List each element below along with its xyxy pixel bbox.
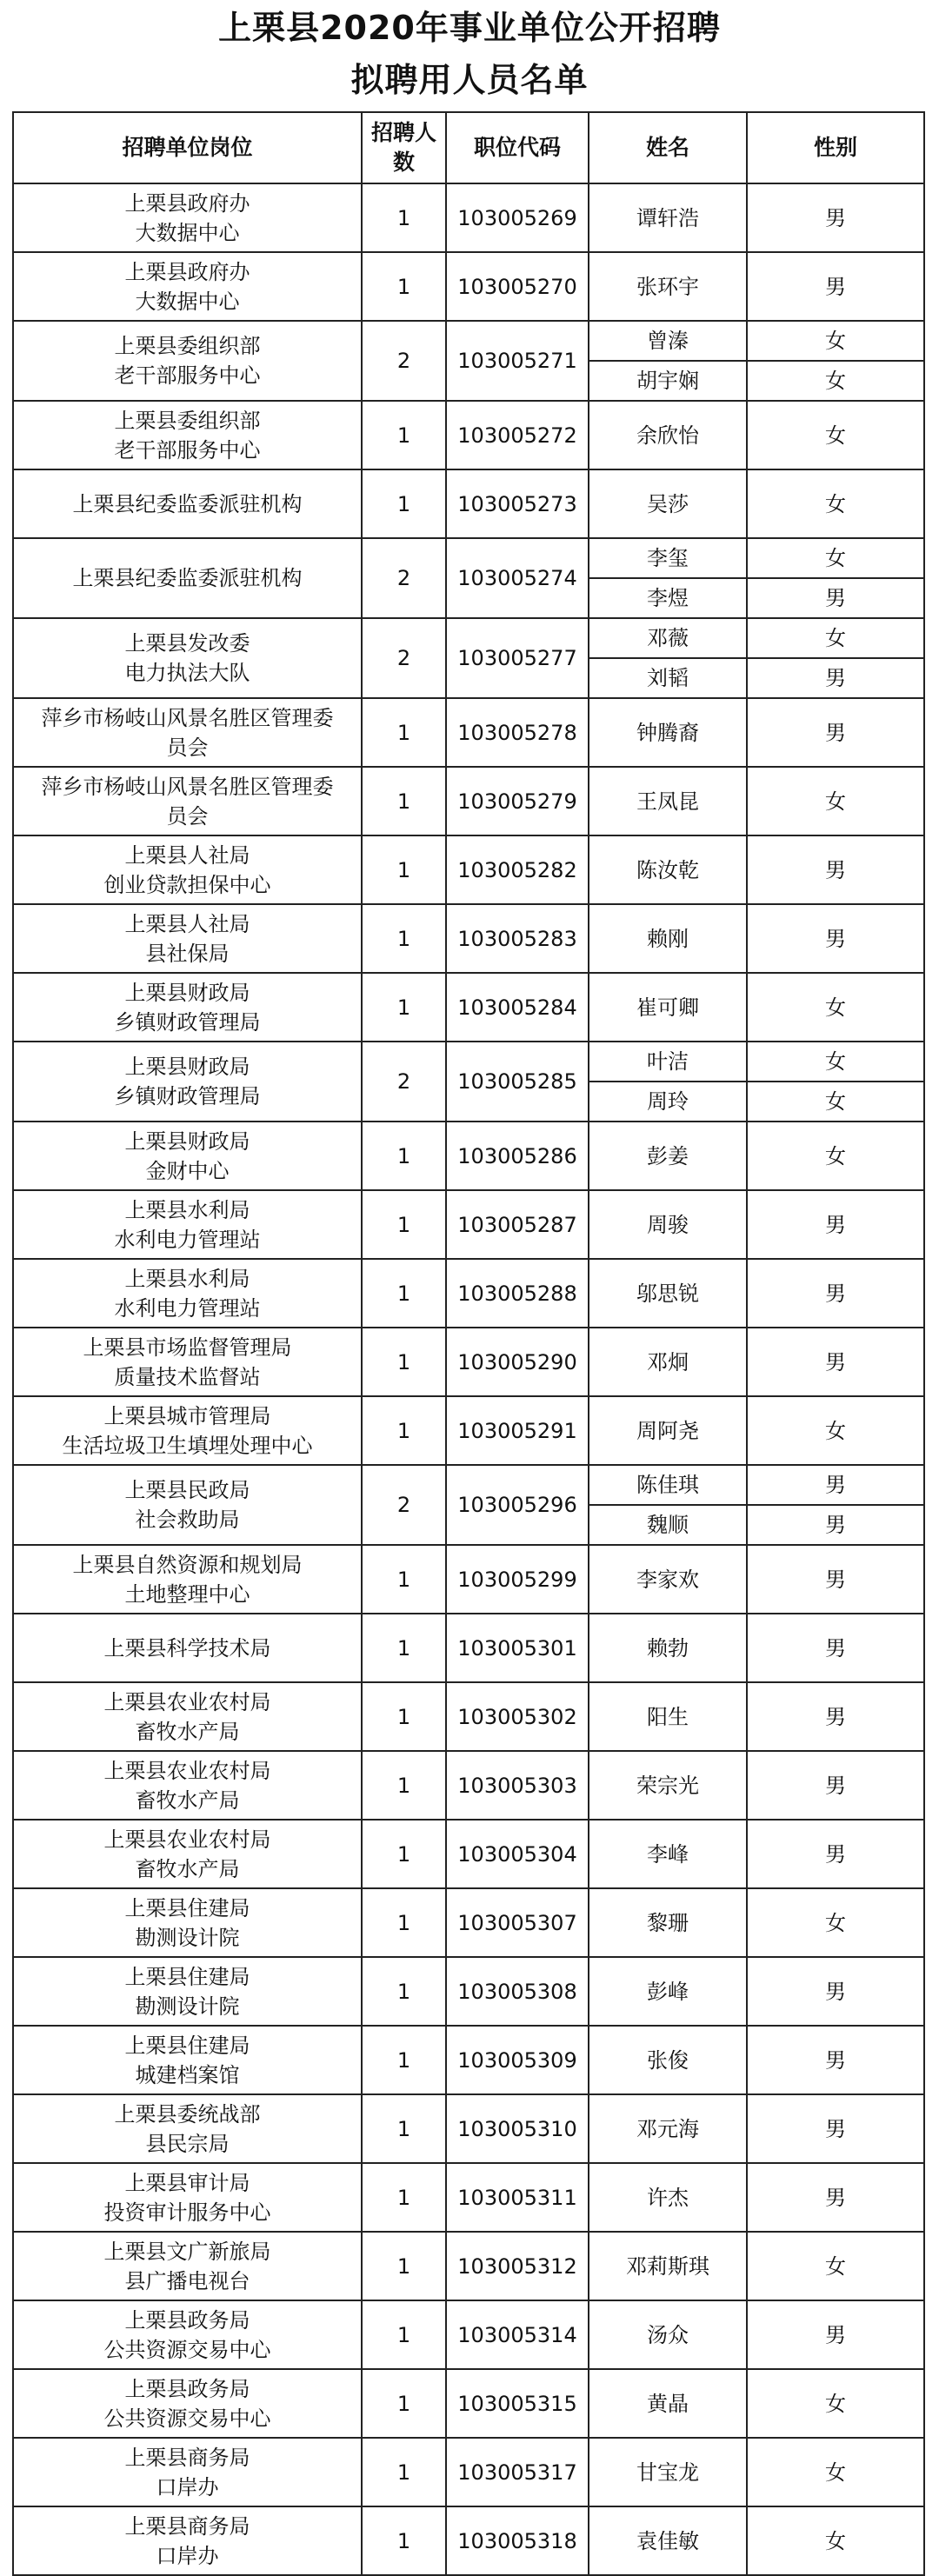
table-row (13, 2369, 924, 2438)
cell-unit: 上栗县纪委监委派驻机构 (13, 469, 362, 538)
cell-name: 邓元海 (589, 2094, 747, 2163)
cell-name: 赖勃 (589, 1614, 747, 1682)
cell-gender: 男 (747, 698, 924, 767)
cell-name: 李家欢 (589, 1545, 747, 1614)
cell-unit: 上栗县财政局 乡镇财政管理局 (13, 973, 362, 1042)
table-row (13, 1545, 924, 1614)
cell-unit: 上栗县纪委监委派驻机构 (13, 538, 362, 618)
cell-gender: 男 (747, 2026, 924, 2094)
cell-count: 1 (362, 1751, 446, 1820)
cell-name: 黄晶 (589, 2369, 747, 2438)
cell-name: 邓炯 (589, 1328, 747, 1396)
cell-unit: 上栗县住建局 城建档案馆 (13, 2026, 362, 2094)
cell-count: 1 (362, 2300, 446, 2369)
cell-code: 103005282 (446, 835, 589, 904)
table-row (13, 2026, 924, 2094)
table-row (13, 2094, 924, 2163)
cell-code: 103005301 (446, 1614, 589, 1682)
cell-code: 103005285 (446, 1042, 589, 1122)
header-code: 职位代码 (446, 112, 589, 183)
cell-code: 103005279 (446, 767, 589, 835)
cell-gender: 女 (747, 1396, 924, 1465)
cell-unit: 上栗县农业农村局 畜牧水产局 (13, 1820, 362, 1888)
cell-count: 1 (362, 2232, 446, 2300)
cell-unit: 上栗县农业农村局 畜牧水产局 (13, 1682, 362, 1751)
cell-count: 2 (362, 1042, 446, 1122)
cell-name: 李煜 (589, 578, 747, 618)
table-row (13, 1122, 924, 1190)
cell-name: 周玲 (589, 1082, 747, 1122)
cell-gender: 男 (747, 2094, 924, 2163)
cell-unit: 上栗县政务局 公共资源交易中心 (13, 2369, 362, 2438)
cell-count: 1 (362, 2094, 446, 2163)
cell-count: 2 (362, 538, 446, 618)
table-row (13, 835, 924, 904)
cell-code: 103005317 (446, 2438, 589, 2506)
cell-code: 103005270 (446, 252, 589, 321)
cell-code: 103005287 (446, 1190, 589, 1259)
cell-code: 103005314 (446, 2300, 589, 2369)
cell-count: 1 (362, 1122, 446, 1190)
cell-code: 103005299 (446, 1545, 589, 1614)
cell-gender: 男 (747, 1957, 924, 2026)
cell-name: 叶洁 (589, 1042, 747, 1082)
title-line-1: 上栗县2020年事业单位公开招聘 (218, 9, 721, 47)
cell-name: 吴莎 (589, 469, 747, 538)
cell-name: 黎珊 (589, 1888, 747, 1957)
cell-gender: 女 (747, 2369, 924, 2438)
cell-count: 2 (362, 1465, 446, 1545)
cell-name: 彭姜 (589, 1122, 747, 1190)
cell-unit: 上栗县财政局 金财中心 (13, 1122, 362, 1190)
cell-count: 1 (362, 252, 446, 321)
cell-code: 103005272 (446, 401, 589, 469)
cell-count: 1 (362, 1957, 446, 2026)
cell-name: 王凤昆 (589, 767, 747, 835)
table-row (13, 1042, 924, 1082)
cell-count: 1 (362, 2506, 446, 2575)
cell-gender: 女 (747, 538, 924, 578)
cell-unit: 上栗县住建局 勘测设计院 (13, 1888, 362, 1957)
cell-gender: 男 (747, 1682, 924, 1751)
table-row (13, 1957, 924, 2026)
cell-code: 103005318 (446, 2506, 589, 2575)
cell-code: 103005312 (446, 2232, 589, 2300)
table-row (13, 538, 924, 578)
cell-count: 1 (362, 698, 446, 767)
cell-unit: 上栗县自然资源和规划局 土地整理中心 (13, 1545, 362, 1614)
cell-name: 彭峰 (589, 1957, 747, 2026)
cell-code: 103005307 (446, 1888, 589, 1957)
cell-gender: 男 (747, 1751, 924, 1820)
cell-gender: 男 (747, 1820, 924, 1888)
table-row (13, 698, 924, 767)
cell-name: 周阿尧 (589, 1396, 747, 1465)
cell-unit: 上栗县委组织部 老干部服务中心 (13, 401, 362, 469)
cell-unit: 上栗县发改委 电力执法大队 (13, 618, 362, 698)
cell-gender: 女 (747, 361, 924, 401)
cell-code: 103005273 (446, 469, 589, 538)
cell-name: 陈汝乾 (589, 835, 747, 904)
cell-count: 1 (362, 767, 446, 835)
cell-count: 1 (362, 973, 446, 1042)
table-body (13, 183, 924, 2575)
cell-name: 邬思锐 (589, 1259, 747, 1328)
cell-gender: 男 (747, 2300, 924, 2369)
cell-unit: 上栗县审计局 投资审计服务中心 (13, 2163, 362, 2232)
table-row (13, 618, 924, 658)
cell-unit: 萍乡市杨岐山风景名胜区管理委 员会 (13, 767, 362, 835)
table-row (13, 183, 924, 252)
document-title (0, 0, 939, 108)
cell-unit: 上栗县人社局 创业贷款担保中心 (13, 835, 362, 904)
cell-unit: 上栗县市场监督管理局 质量技术监督站 (13, 1328, 362, 1396)
table-row (13, 401, 924, 469)
cell-count: 1 (362, 2163, 446, 2232)
cell-gender: 女 (747, 469, 924, 538)
cell-code: 103005304 (446, 1820, 589, 1888)
cell-unit: 上栗县人社局 县社保局 (13, 904, 362, 973)
cell-gender: 男 (747, 904, 924, 973)
cell-code: 103005290 (446, 1328, 589, 1396)
cell-gender: 女 (747, 1888, 924, 1957)
cell-count: 2 (362, 321, 446, 401)
cell-name: 陈佳琪 (589, 1465, 747, 1505)
cell-name: 曾溱 (589, 321, 747, 361)
cell-code: 103005291 (446, 1396, 589, 1465)
cell-unit: 上栗县政务局 公共资源交易中心 (13, 2300, 362, 2369)
cell-name: 崔可卿 (589, 973, 747, 1042)
cell-gender: 男 (747, 835, 924, 904)
cell-gender: 男 (747, 252, 924, 321)
table-row (13, 469, 924, 538)
cell-name: 甘宝龙 (589, 2438, 747, 2506)
cell-unit: 上栗县水利局 水利电力管理站 (13, 1259, 362, 1328)
cell-gender: 女 (747, 2438, 924, 2506)
table-row (13, 1888, 924, 1957)
cell-gender: 女 (747, 321, 924, 361)
cell-code: 103005278 (446, 698, 589, 767)
cell-code: 103005303 (446, 1751, 589, 1820)
cell-name: 谭轩浩 (589, 183, 747, 252)
cell-code: 103005288 (446, 1259, 589, 1328)
cell-unit: 上栗县农业农村局 畜牧水产局 (13, 1751, 362, 1820)
title-line-2: 拟聘用人员名单 (350, 61, 589, 99)
cell-gender: 女 (747, 401, 924, 469)
cell-unit: 上栗县委统战部 县民宗局 (13, 2094, 362, 2163)
cell-gender: 女 (747, 1042, 924, 1082)
table-row (13, 1820, 924, 1888)
cell-name: 刘韬 (589, 658, 747, 698)
cell-count: 1 (362, 904, 446, 973)
cell-name: 邓薇 (589, 618, 747, 658)
cell-count: 1 (362, 1396, 446, 1465)
table-row (13, 1396, 924, 1465)
cell-unit: 上栗县住建局 勘测设计院 (13, 1957, 362, 2026)
cell-count: 1 (362, 2369, 446, 2438)
table-row (13, 1751, 924, 1820)
cell-code: 103005296 (446, 1465, 589, 1545)
cell-gender: 女 (747, 973, 924, 1042)
table-row (13, 904, 924, 973)
table-row (13, 1682, 924, 1751)
cell-gender: 男 (747, 658, 924, 698)
cell-name: 张环宇 (589, 252, 747, 321)
cell-unit: 上栗县政府办 大数据中心 (13, 252, 362, 321)
cell-gender: 女 (747, 2232, 924, 2300)
cell-gender: 女 (747, 767, 924, 835)
cell-name: 汤众 (589, 2300, 747, 2369)
cell-count: 1 (362, 1545, 446, 1614)
table-row (13, 321, 924, 361)
cell-unit: 上栗县城市管理局 生活垃圾卫生填埋处理中心 (13, 1396, 362, 1465)
cell-unit: 上栗县民政局 社会救助局 (13, 1465, 362, 1545)
cell-code: 103005310 (446, 2094, 589, 2163)
cell-unit: 上栗县财政局 乡镇财政管理局 (13, 1042, 362, 1122)
cell-code: 103005283 (446, 904, 589, 973)
cell-gender: 男 (747, 1465, 924, 1505)
cell-count: 1 (362, 1328, 446, 1396)
cell-code: 103005274 (446, 538, 589, 618)
cell-count: 1 (362, 1682, 446, 1751)
cell-count: 1 (362, 1820, 446, 1888)
table-row (13, 252, 924, 321)
cell-code: 103005284 (446, 973, 589, 1042)
cell-gender: 男 (747, 1190, 924, 1259)
cell-code: 103005308 (446, 1957, 589, 2026)
cell-unit: 萍乡市杨岐山风景名胜区管理委 员会 (13, 698, 362, 767)
cell-gender: 男 (747, 2163, 924, 2232)
cell-gender: 女 (747, 618, 924, 658)
cell-count: 1 (362, 1190, 446, 1259)
cell-gender: 女 (747, 2506, 924, 2575)
table-row (13, 2163, 924, 2232)
cell-code: 103005315 (446, 2369, 589, 2438)
cell-unit: 上栗县委组织部 老干部服务中心 (13, 321, 362, 401)
cell-count: 1 (362, 1259, 446, 1328)
table-row (13, 1259, 924, 1328)
cell-gender: 男 (747, 1259, 924, 1328)
cell-count: 1 (362, 183, 446, 252)
cell-code: 103005311 (446, 2163, 589, 2232)
table-header-row (13, 112, 924, 183)
cell-gender: 男 (747, 1614, 924, 1682)
cell-unit: 上栗县科学技术局 (13, 1614, 362, 1682)
cell-name: 李玺 (589, 538, 747, 578)
recruitment-table (12, 111, 925, 2576)
header-name: 姓名 (589, 112, 747, 183)
table-row (13, 2300, 924, 2369)
cell-name: 余欣怡 (589, 401, 747, 469)
cell-gender: 女 (747, 1122, 924, 1190)
cell-code: 103005271 (446, 321, 589, 401)
cell-name: 周骏 (589, 1190, 747, 1259)
cell-name: 许杰 (589, 2163, 747, 2232)
cell-unit: 上栗县文广新旅局 县广播电视台 (13, 2232, 362, 2300)
cell-count: 1 (362, 469, 446, 538)
table-row (13, 1465, 924, 1505)
cell-name: 荣宗光 (589, 1751, 747, 1820)
cell-name: 魏顺 (589, 1505, 747, 1545)
cell-count: 1 (362, 2026, 446, 2094)
cell-code: 103005277 (446, 618, 589, 698)
cell-gender: 男 (747, 183, 924, 252)
cell-gender: 男 (747, 1505, 924, 1545)
cell-count: 1 (362, 401, 446, 469)
table-row (13, 2506, 924, 2575)
table-row (13, 1190, 924, 1259)
table-row (13, 767, 924, 835)
cell-name: 胡宇娴 (589, 361, 747, 401)
cell-unit: 上栗县商务局 口岸办 (13, 2438, 362, 2506)
cell-name: 赖刚 (589, 904, 747, 973)
cell-gender: 男 (747, 1328, 924, 1396)
cell-name: 张俊 (589, 2026, 747, 2094)
cell-code: 103005302 (446, 1682, 589, 1751)
header-unit: 招聘单位岗位 (13, 112, 362, 183)
cell-count: 2 (362, 618, 446, 698)
cell-gender: 男 (747, 1545, 924, 1614)
cell-name: 阳生 (589, 1682, 747, 1751)
cell-name: 袁佳敏 (589, 2506, 747, 2575)
table-row (13, 1614, 924, 1682)
cell-gender: 男 (747, 578, 924, 618)
cell-unit: 上栗县水利局 水利电力管理站 (13, 1190, 362, 1259)
cell-count: 1 (362, 1614, 446, 1682)
table-row (13, 1328, 924, 1396)
table-row (13, 2232, 924, 2300)
header-gender: 性别 (747, 112, 924, 183)
cell-count: 1 (362, 1888, 446, 1957)
cell-gender: 女 (747, 1082, 924, 1122)
cell-code: 103005269 (446, 183, 589, 252)
cell-name: 李峰 (589, 1820, 747, 1888)
cell-code: 103005309 (446, 2026, 589, 2094)
table-row (13, 2438, 924, 2506)
table-row (13, 973, 924, 1042)
cell-code: 103005286 (446, 1122, 589, 1190)
header-count: 招聘人数 (362, 112, 446, 183)
cell-unit: 上栗县政府办 大数据中心 (13, 183, 362, 252)
cell-unit: 上栗县商务局 口岸办 (13, 2506, 362, 2575)
cell-count: 1 (362, 835, 446, 904)
cell-name: 邓莉斯琪 (589, 2232, 747, 2300)
cell-count: 1 (362, 2438, 446, 2506)
cell-name: 钟腾裔 (589, 698, 747, 767)
